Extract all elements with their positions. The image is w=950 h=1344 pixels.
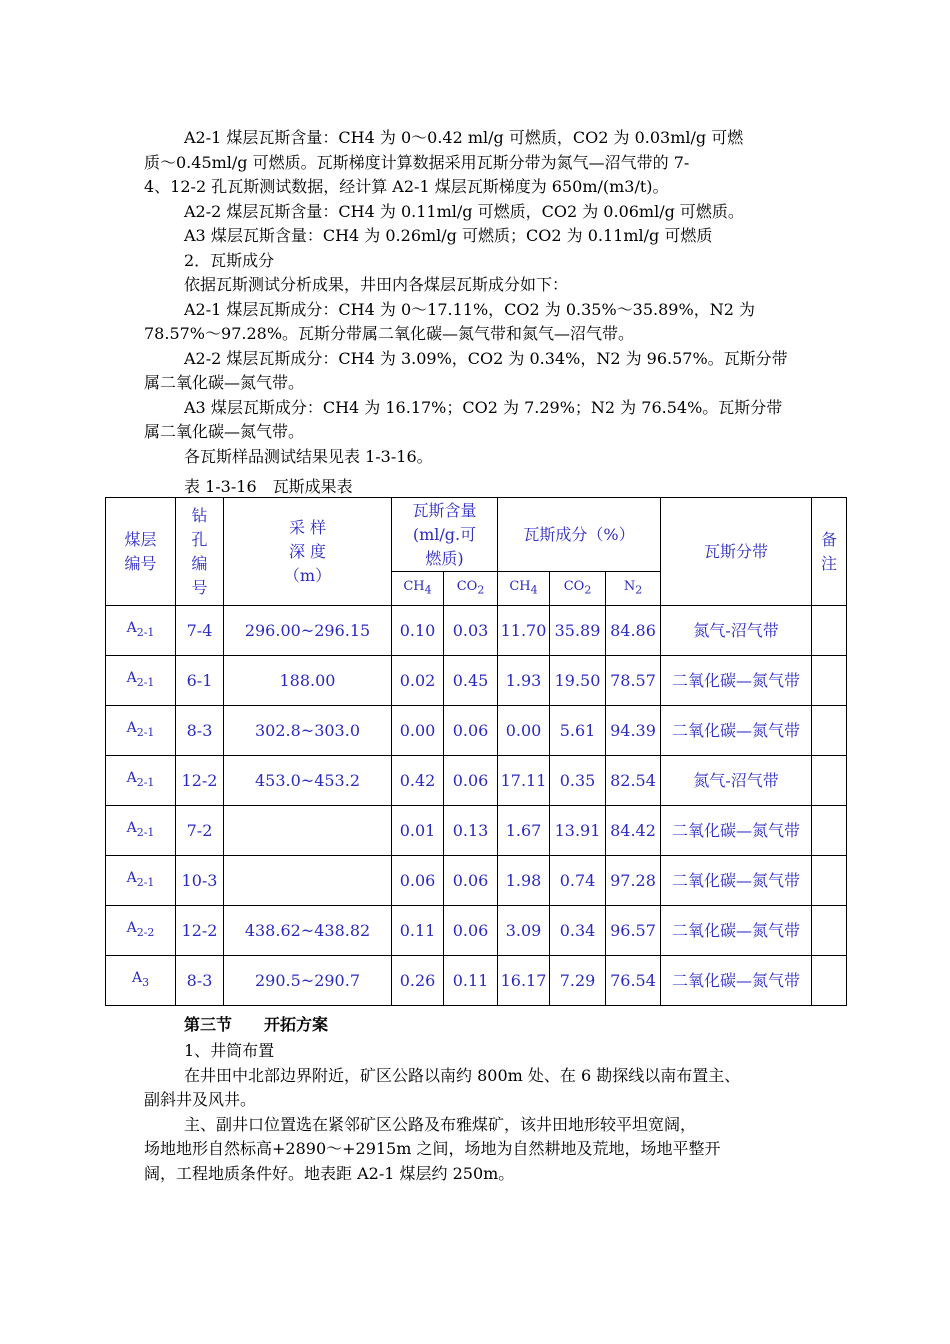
seam-base: A <box>126 670 137 687</box>
paragraph-line: A2-2 煤层瓦斯含量：CH4 为 0.11ml/g 可燃质，CO2 为 0.06ml/g 可燃质。 <box>184 201 744 221</box>
content-co2-cell: 0.45 <box>444 656 498 706</box>
comp-co2-cell: 19.50 <box>550 656 606 706</box>
paragraph-line: 场地地形自然标高+2890～+2915m 之间，场地为自然耕地及荒地，场地平整开 <box>144 1139 721 1158</box>
subheader-cell <box>392 572 444 606</box>
seam-cell <box>106 656 176 706</box>
remark-cell <box>812 606 847 656</box>
comp-n2-cell: 84.42 <box>606 806 661 856</box>
content-co2-cell: 0.03 <box>444 606 498 656</box>
zone-cell: 二氧化碳—氮气带 <box>661 806 812 856</box>
table-row <box>106 806 847 856</box>
header-gas-zone: 瓦斯分带 <box>661 498 812 606</box>
content-co2-cell: 0.06 <box>444 756 498 806</box>
subheader-subscript: 4 <box>424 583 432 597</box>
intro-text <box>144 126 808 469</box>
seam-subscript: 2-1 <box>136 825 155 839</box>
remark-cell <box>812 956 847 1006</box>
zone-cell: 二氧化碳—氮气带 <box>661 656 812 706</box>
comp-n2-cell: 84.86 <box>606 606 661 656</box>
paragraph-line: A2-2 煤层瓦斯成分：CH4 为 3.09%，CO2 为 0.34%，N2 为 96.57%。瓦斯分带 <box>184 348 788 368</box>
zone-cell: 二氧化碳—氮气带 <box>661 856 812 906</box>
paragraph-line: A3 煤层瓦斯成分：CH4 为 16.17%；CO2 为 7.29%；N2 为 76.54%。瓦斯分带 <box>184 397 783 417</box>
table-row <box>106 656 847 706</box>
seam-subscript: 3 <box>142 975 150 989</box>
comp-co2-cell: 0.74 <box>550 856 606 906</box>
subheader-subscript: 4 <box>530 583 538 597</box>
table-row <box>106 756 847 806</box>
comp-co2-cell: 0.35 <box>550 756 606 806</box>
seam-cell <box>106 956 176 1006</box>
header-drill: 钻 孔 编 号 <box>176 498 224 606</box>
comp-co2-cell: 35.89 <box>550 606 606 656</box>
paragraph-line: 主、副井口位置选在紧邻矿区公路及布雅煤矿，该井田地形较平坦宽阔， <box>184 1114 697 1134</box>
remark-cell <box>812 706 847 756</box>
content-ch4-cell: 0.01 <box>392 806 444 856</box>
drill-cell: 8-3 <box>176 706 224 756</box>
comp-co2-cell: 5.61 <box>550 706 606 756</box>
paragraph-line: 4、12-2 孔瓦斯测试数据，经计算 A2-1 煤层瓦斯梯度为 650m/(m3/t)。 <box>144 177 669 196</box>
table-row <box>106 906 847 956</box>
remark-cell <box>812 906 847 956</box>
gas-results-table <box>105 497 847 1006</box>
subheader-subscript: 2 <box>584 583 592 597</box>
depth-cell <box>224 806 392 856</box>
comp-n2-cell: 82.54 <box>606 756 661 806</box>
zone-cell: 氮气-沼气带 <box>661 756 812 806</box>
content-co2-cell: 0.13 <box>444 806 498 856</box>
paragraph-line: A2-1 煤层瓦斯含量：CH4 为 0～0.42 ml/g 可燃质，CO2 为 0.03ml/g 可燃 <box>184 128 744 147</box>
subheader-base: CH <box>509 578 531 594</box>
paragraph-line: 属二氧化碳—氮气带。 <box>144 373 305 392</box>
comp-ch4-cell: 17.11 <box>498 756 550 806</box>
depth-cell: 453.0~453.2 <box>224 756 392 806</box>
depth-cell: 290.5~290.7 <box>224 956 392 1006</box>
content-co2-cell: 0.11 <box>444 956 498 1006</box>
header-depth: 采 样 深 度 （m） <box>224 498 392 606</box>
comp-ch4-cell: 1.67 <box>498 806 550 856</box>
depth-cell: 188.00 <box>224 656 392 706</box>
comp-n2-cell: 97.28 <box>606 856 661 906</box>
remark-cell <box>812 656 847 706</box>
subheader-base: CO <box>456 578 478 594</box>
seam-base: A <box>126 620 137 637</box>
content-ch4-cell: 0.42 <box>392 756 444 806</box>
seam-subscript: 2-1 <box>136 675 155 689</box>
subheader-base: CO <box>563 578 585 594</box>
seam-base: A <box>126 770 137 787</box>
header-gas-composition: 瓦斯成分（%） <box>498 498 661 572</box>
drill-cell: 7-4 <box>176 606 224 656</box>
subheader-cell <box>498 572 550 606</box>
table-header-row <box>106 498 847 572</box>
seam-subscript: 2-1 <box>136 625 155 639</box>
table-caption: 表 1-3-16 瓦斯成果表 <box>184 477 353 496</box>
zone-cell: 氮气-沼气带 <box>661 606 812 656</box>
paragraph-line: 在井田中北部边界附近，矿区公路以南约 800m 处、在 6 勘探线以南布置主、 <box>184 1065 741 1085</box>
table-row <box>106 956 847 1006</box>
drill-cell: 12-2 <box>176 756 224 806</box>
comp-co2-cell: 13.91 <box>550 806 606 856</box>
seam-cell <box>106 906 176 956</box>
depth-cell: 296.00~296.15 <box>224 606 392 656</box>
seam-cell <box>106 706 176 756</box>
content-ch4-cell: 0.11 <box>392 906 444 956</box>
comp-co2-cell: 0.34 <box>550 906 606 956</box>
remark-cell <box>812 806 847 856</box>
paragraph-line: 属二氧化碳—氮气带。 <box>144 422 305 441</box>
content-co2-cell: 0.06 <box>444 706 498 756</box>
comp-n2-cell: 76.54 <box>606 956 661 1006</box>
seam-cell <box>106 806 176 856</box>
seam-base: A <box>126 820 137 837</box>
comp-ch4-cell: 0.00 <box>498 706 550 756</box>
paragraph-line: 质～0.45ml/g 可燃质。瓦斯梯度计算数据采用瓦斯分带为氮气—沼气带的 7- <box>144 152 690 172</box>
comp-co2-cell: 7.29 <box>550 956 606 1006</box>
header-remark: 备 注 <box>812 498 847 606</box>
seam-cell <box>106 756 176 806</box>
seam-subscript: 2-1 <box>136 775 155 789</box>
seam-base: A <box>126 870 137 887</box>
paragraph-line: 依据瓦斯测试分析成果，井田内各煤层瓦斯成分如下： <box>184 275 569 294</box>
table-row <box>106 606 847 656</box>
comp-ch4-cell: 16.17 <box>498 956 550 1006</box>
table-row <box>106 706 847 756</box>
paragraph-line: A2-1 煤层瓦斯成分：CH4 为 0～17.11%，CO2 为 0.35%～35.89%，N2 为 <box>184 299 755 319</box>
depth-cell <box>224 856 392 906</box>
paragraph-line: 2．瓦斯成分 <box>184 250 275 270</box>
paragraph-line: 78.57%～97.28%。瓦斯分带属二氧化碳—氮气带和氮气—沼气带。 <box>144 324 635 343</box>
remark-cell <box>812 856 847 906</box>
zone-cell: 二氧化碳—氮气带 <box>661 956 812 1006</box>
seam-cell <box>106 606 176 656</box>
content-ch4-cell: 0.06 <box>392 856 444 906</box>
content-co2-cell: 0.06 <box>444 906 498 956</box>
seam-base: A <box>131 970 143 987</box>
paragraph-line: 各瓦斯样品测试结果见表 1-3-16。 <box>184 446 433 466</box>
seam-subscript: 2-2 <box>136 925 155 939</box>
section-heading: 第三节 开拓方案 <box>184 1015 329 1034</box>
header-gas-content: 瓦斯含量 (ml/g.可 燃质) <box>392 498 498 572</box>
content-ch4-cell: 0.26 <box>392 956 444 1006</box>
seam-subscript: 2-1 <box>136 875 155 889</box>
paragraph-line: 副斜井及风井。 <box>144 1090 257 1109</box>
seam-base: A <box>126 920 137 937</box>
content-co2-cell: 0.06 <box>444 856 498 906</box>
subheader-cell <box>606 572 661 606</box>
drill-cell: 6-1 <box>176 656 224 706</box>
comp-ch4-cell: 1.98 <box>498 856 550 906</box>
paragraph-line: 阔，工程地质条件好。地表距 A2-1 煤层约 250m。 <box>144 1163 515 1183</box>
depth-cell: 302.8~303.0 <box>224 706 392 756</box>
subheader-cell <box>550 572 606 606</box>
depth-cell: 438.62~438.82 <box>224 906 392 956</box>
comp-ch4-cell: 3.09 <box>498 906 550 956</box>
paragraph-line: A3 煤层瓦斯含量：CH4 为 0.26ml/g 可燃质；CO2 为 0.11ml/g 可燃质 <box>184 226 713 245</box>
remark-cell <box>812 756 847 806</box>
comp-ch4-cell: 11.70 <box>498 606 550 656</box>
drill-cell: 8-3 <box>176 956 224 1006</box>
seam-subscript: 2-1 <box>136 725 155 739</box>
drill-cell: 10-3 <box>176 856 224 906</box>
seam-base: A <box>126 720 137 737</box>
zone-cell: 二氧化碳—氮气带 <box>661 906 812 956</box>
comp-n2-cell: 94.39 <box>606 706 661 756</box>
section-text <box>144 1039 808 1186</box>
comp-ch4-cell: 1.93 <box>498 656 550 706</box>
subheader-base: N <box>623 578 636 594</box>
drill-cell: 7-2 <box>176 806 224 856</box>
comp-n2-cell: 96.57 <box>606 906 661 956</box>
subheader-base: CH <box>403 578 425 594</box>
drill-cell: 12-2 <box>176 906 224 956</box>
seam-cell <box>106 856 176 906</box>
content-ch4-cell: 0.02 <box>392 656 444 706</box>
content-ch4-cell: 0.00 <box>392 706 444 756</box>
content-ch4-cell: 0.10 <box>392 606 444 656</box>
subheader-subscript: 2 <box>477 583 485 597</box>
paragraph-line: 1、井筒布置 <box>184 1041 275 1060</box>
subheader-cell <box>444 572 498 606</box>
zone-cell: 二氧化碳—氮气带 <box>661 706 812 756</box>
header-seam: 煤层 编号 <box>106 498 176 606</box>
table-row <box>106 856 847 906</box>
comp-n2-cell: 78.57 <box>606 656 661 706</box>
subheader-subscript: 2 <box>635 583 643 597</box>
